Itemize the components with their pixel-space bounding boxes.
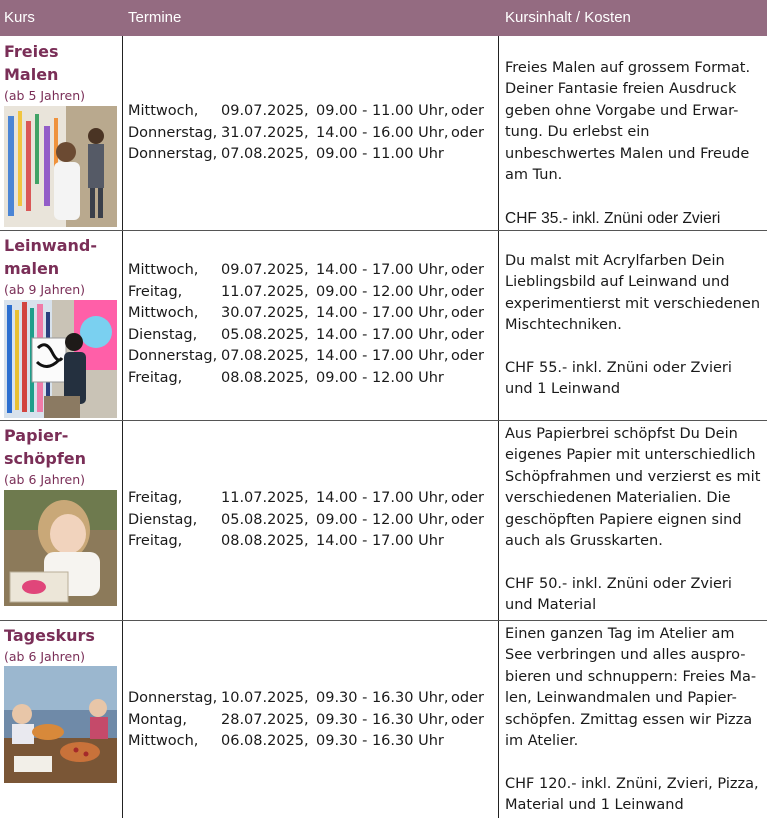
- termin-date: 07.08.2025,: [221, 348, 309, 364]
- termin-day: Dienstag,: [128, 511, 198, 528]
- termin-oder: oder: [451, 283, 484, 300]
- termin-day: Donnerstag,: [128, 124, 218, 141]
- termin-time: 14.00 - 17.00 Uhr,: [316, 348, 449, 364]
- header-inhalt: Kursinhalt / Kosten: [505, 9, 631, 26]
- termin-oder: oder: [451, 490, 484, 506]
- termin-day: Donnerstag,: [128, 348, 218, 364]
- termin-day: Mittwoch,: [128, 733, 199, 749]
- termin-day: Mittwoch,: [128, 305, 199, 321]
- table-header: [0, 0, 767, 36]
- column-divider: [122, 36, 123, 818]
- course-description: Freies Malen auf grossem Format. Deiner Fantasie freien Ausdruck geben ohne Vorgabe und Erwar-tung. Du erlebst ein unbeschwertes Malen und Freude am Tun.: [505, 60, 751, 184]
- termin-date: 31.07.2025,: [221, 124, 309, 141]
- termin-date: 07.08.2025,: [221, 146, 309, 162]
- termin-date: 10.07.2025,: [221, 690, 309, 706]
- termin-time: 09.00 - 12.00 Uhr,: [316, 283, 449, 300]
- course-content: [505, 624, 763, 817]
- column-divider: [498, 36, 499, 818]
- termin-day: Donnerstag,: [128, 690, 218, 706]
- course-age: (ab 6 Jahren): [4, 472, 85, 487]
- course-title: Leinwand- malen: [4, 236, 97, 278]
- row-divider: [0, 420, 767, 421]
- termin-date: 28.07.2025,: [221, 711, 309, 728]
- termin-day: Freitag,: [128, 490, 183, 506]
- course-price: CHF 35.- inkl. Znüni oder Zvieri: [505, 209, 721, 227]
- termin-date: 05.08.2025,: [221, 511, 309, 528]
- termin-time: 14.00 - 17.00 Uhr: [316, 533, 444, 549]
- termin-day: Mittwoch,: [128, 103, 199, 119]
- termin-date: 06.08.2025,: [221, 733, 309, 749]
- course-photo: [4, 490, 117, 606]
- course-content: [505, 251, 763, 401]
- termin-time: 09.00 - 11.00 Uhr,: [316, 103, 449, 119]
- header-termine: Termine: [128, 9, 182, 26]
- course-title: Papier- schöpfen: [4, 426, 87, 468]
- termin-time: 14.00 - 17.00 Uhr,: [316, 490, 449, 506]
- termin-date: 30.07.2025,: [221, 305, 309, 321]
- termin-day: Freitag,: [128, 533, 183, 549]
- termin-time: 14.00 - 17.00 Uhr,: [316, 326, 449, 343]
- termin-time: 14.00 - 17.00 Uhr,: [316, 262, 449, 278]
- termin-day: Freitag,: [128, 283, 183, 300]
- termin-date: 05.08.2025,: [221, 326, 309, 343]
- course-age: (ab 6 Jahren): [4, 649, 85, 664]
- course-title: Freies Malen: [4, 42, 59, 84]
- termin-oder: oder: [451, 690, 484, 706]
- course-title: Tageskurs: [4, 626, 95, 645]
- termin-oder: oder: [451, 103, 484, 119]
- termin-day: Montag,: [128, 711, 187, 728]
- course-content: [505, 424, 763, 617]
- termin-oder: oder: [451, 305, 484, 321]
- course-price: CHF 120.- inkl. Znüni, Zvieri, Pizza, Material und 1 Leinwand: [505, 775, 759, 814]
- termin-time: 09.00 - 12.00 Uhr: [316, 369, 444, 386]
- course-photo: [4, 106, 117, 227]
- termin-time: 09.30 - 16.30 Uhr,: [316, 711, 449, 728]
- course-age: (ab 9 Jahren): [4, 282, 85, 297]
- termin-oder: oder: [451, 711, 484, 728]
- termin-date: 09.07.2025,: [221, 262, 309, 278]
- termin-date: 09.07.2025,: [221, 103, 309, 119]
- termin-oder: oder: [451, 326, 484, 343]
- termin-oder: oder: [451, 511, 484, 528]
- termin-time: 09.30 - 16.30 Uhr: [316, 733, 444, 749]
- termin-day: Freitag,: [128, 369, 183, 386]
- row-divider: [0, 230, 767, 231]
- termin-date: 11.07.2025,: [221, 490, 309, 506]
- termin-date: 08.08.2025,: [221, 369, 309, 386]
- course-price: CHF 55.- inkl. Znüni oder Zvieri und 1 Leinwand: [505, 360, 732, 398]
- termin-oder: oder: [451, 262, 484, 278]
- termin-date: 11.07.2025,: [221, 283, 309, 300]
- termin-time: 14.00 - 17.00 Uhr,: [316, 305, 449, 321]
- termin-time: 09.00 - 11.00 Uhr: [316, 146, 444, 162]
- termin-day: Mittwoch,: [128, 262, 199, 278]
- course-photo: [4, 300, 117, 418]
- termin-oder: oder: [451, 348, 484, 364]
- row-divider: [0, 620, 767, 621]
- termin-day: Donnerstag,: [128, 146, 218, 162]
- termin-time: 14.00 - 16.00 Uhr,: [316, 124, 449, 141]
- termin-time: 09.00 - 12.00 Uhr,: [316, 511, 449, 528]
- course-content: [505, 58, 763, 229]
- course-description: Aus Papierbrei schöpfst Du Dein eigenes Papier mit unterschiedlich Schöpfrahmen und verzierst es mit verschiedenen Materialien. Die geschöpften Papiere eignen sind auch als Grusskarten.: [505, 426, 761, 550]
- termin-time: 09.30 - 16.30 Uhr,: [316, 690, 449, 706]
- termin-oder: oder: [451, 124, 484, 141]
- course-description: Du malst mit Acrylfarben Dein Lieblingsbild auf Leinwand und experimentierst mit verschiedenen Mischtechniken.: [505, 253, 761, 334]
- course-photo: [4, 666, 117, 783]
- termin-date: 08.08.2025,: [221, 533, 309, 549]
- termin-day: Dienstag,: [128, 326, 198, 343]
- header-kurs: Kurs: [4, 9, 35, 26]
- course-description: Einen ganzen Tag im Atelier am See verbringen und alles auspro-bieren und schnuppern: Freies Ma-len, Leinwandmalen und Papier-schöpfen. Zmittag essen wir Pizza im Atelier.: [505, 626, 757, 750]
- course-price: CHF 50.- inkl. Znüni oder Zvieri und Material: [505, 575, 732, 614]
- course-age: (ab 5 Jahren): [4, 88, 85, 103]
